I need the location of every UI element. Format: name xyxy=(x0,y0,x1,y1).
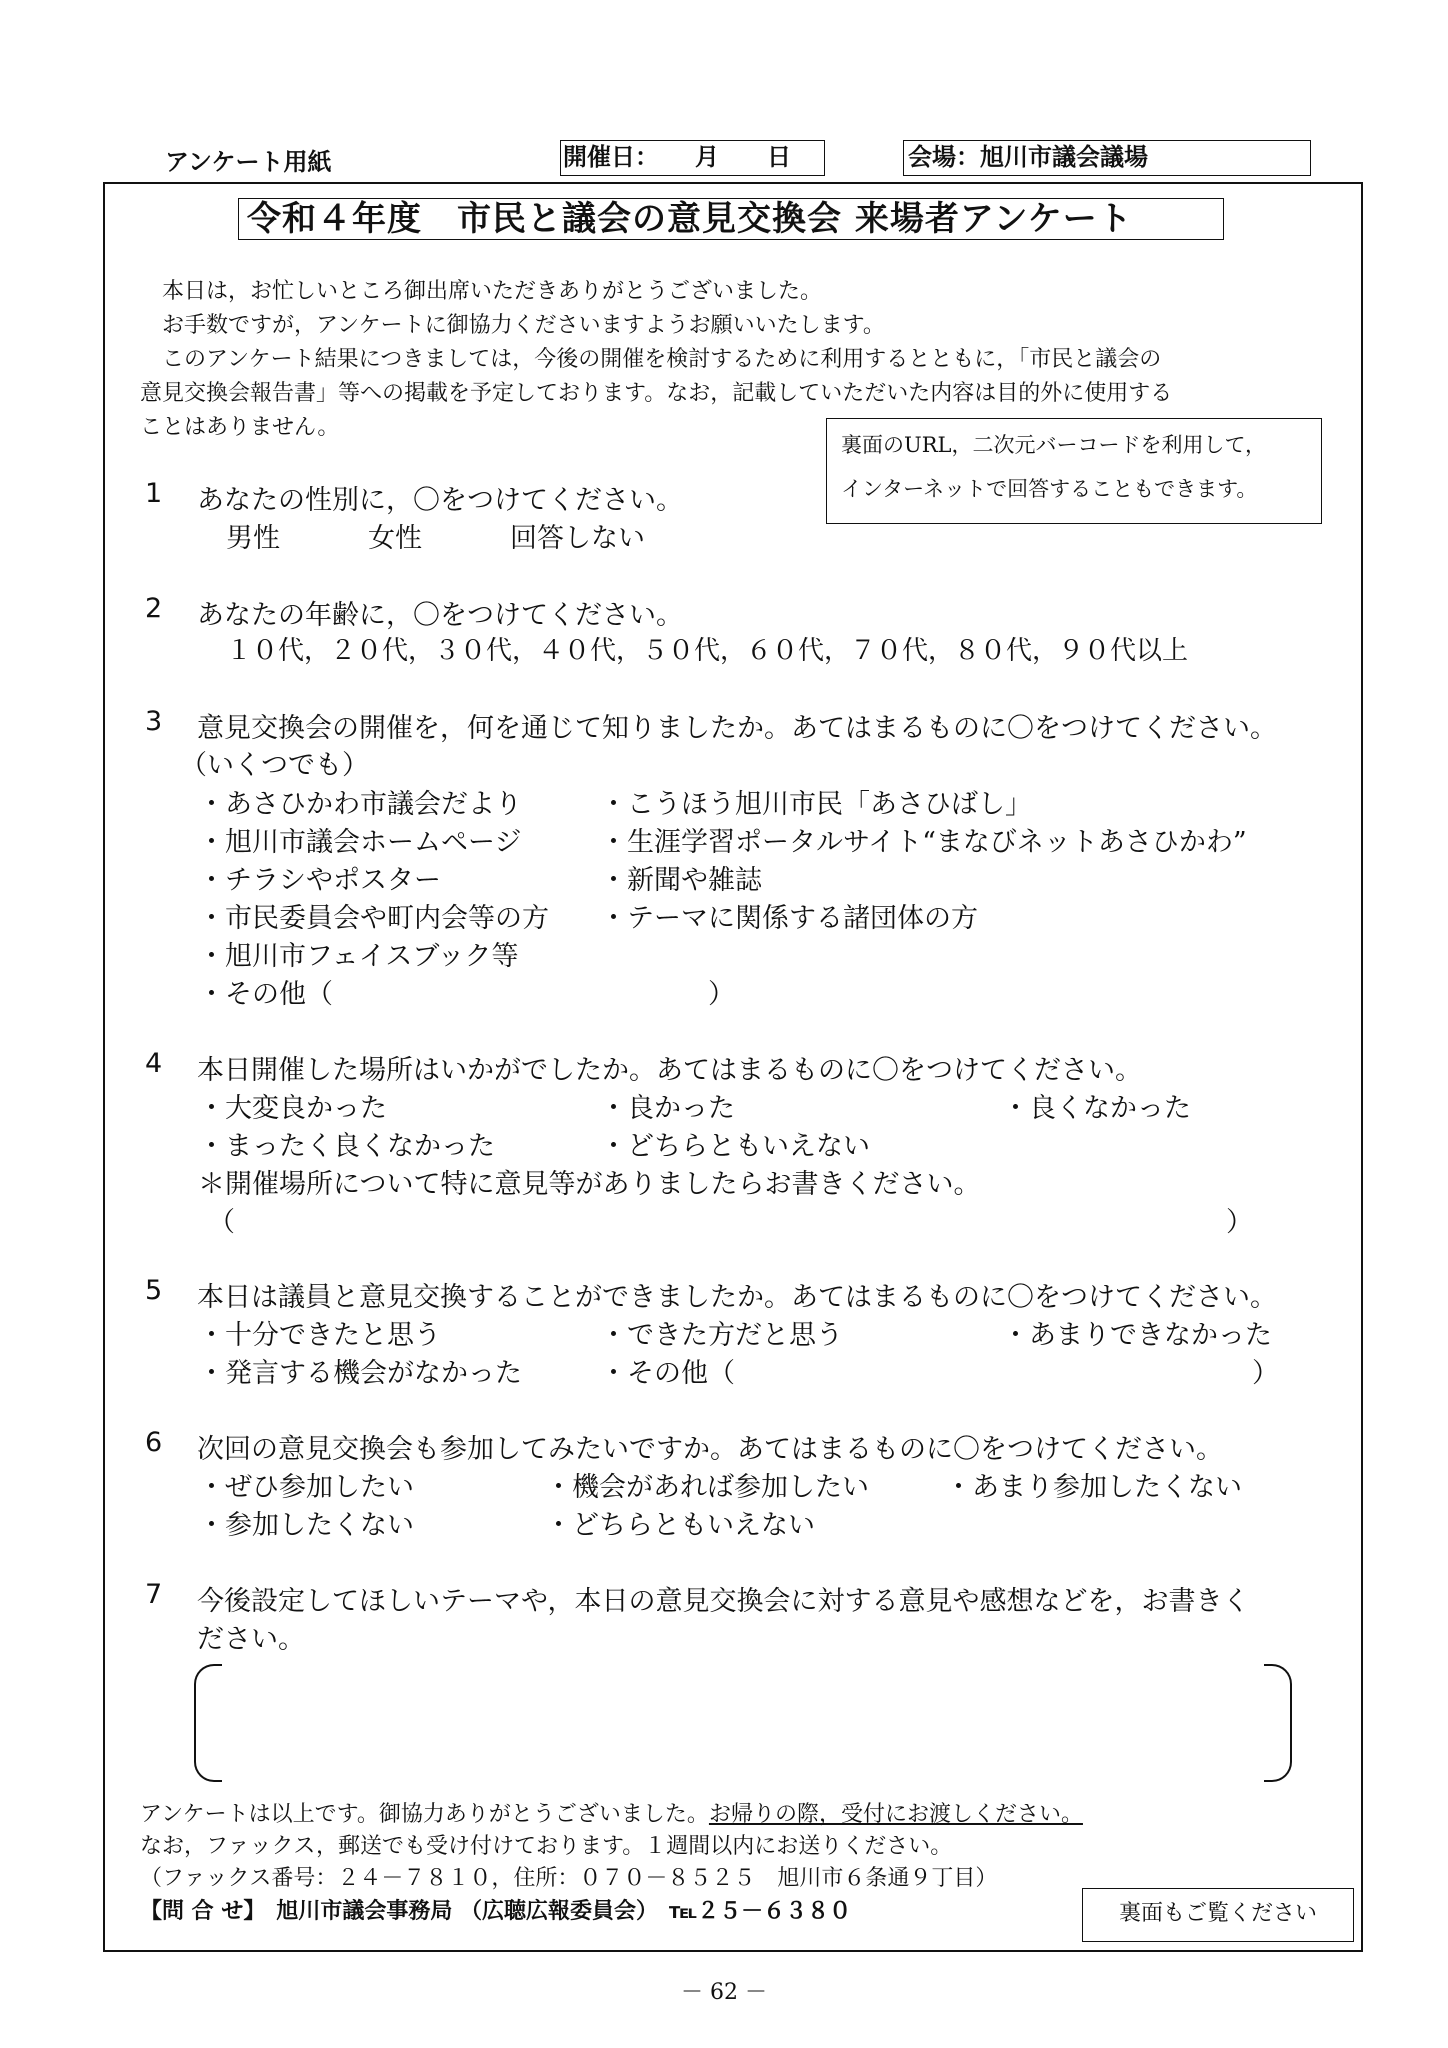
q3-option-flyer[interactable]: ・チラシやポスター xyxy=(198,865,441,896)
footer-line-3: （ファックス番号：２４－７８１０，住所：０７０－８５２５ 旭川市６条通９丁目） xyxy=(140,1866,998,1891)
q3-option-organizations[interactable]: ・テーマに関係する諸団体の方 xyxy=(600,903,978,934)
q3-option-asahibashi[interactable]: ・こうほう旭川市民「あさひばし」 xyxy=(600,789,1032,820)
q6-option-neither[interactable]: ・どちらともいえない xyxy=(545,1510,815,1541)
q1-number: 1 xyxy=(145,478,163,509)
q1-option-female[interactable]: 女性 xyxy=(368,523,422,554)
q6-option-definitely[interactable]: ・ぜひ参加したい xyxy=(198,1472,414,1503)
footer-thanks: アンケートは以上です。御協力ありがとうございました。 xyxy=(140,1802,709,1827)
online-note-line-1: 裏面のURL，二次元バーコードを利用して， xyxy=(841,433,1267,457)
q3-option-gikai-dayori[interactable]: ・あさひかわ市議会だより xyxy=(198,789,522,820)
form-label: アンケート用紙 xyxy=(165,148,332,176)
q3-option-other[interactable]: ・その他（ xyxy=(198,979,333,1010)
footer-contact: 【問 合 せ】 旭川市議会事務局 （広聴広報委員会） ℡２５－６３８０ xyxy=(140,1899,852,1924)
q6-number: 6 xyxy=(145,1427,163,1458)
q3-option-manabi-net[interactable]: ・生涯学習ポータルサイト“まなびネットあさひかわ” xyxy=(600,827,1247,858)
q5-option-fully[interactable]: ・十分できたと思う xyxy=(198,1320,441,1351)
q1-option-no-answer[interactable]: 回答しない xyxy=(510,523,645,554)
q7-bracket-right xyxy=(1264,1664,1292,1782)
q2-number: 2 xyxy=(145,593,163,624)
q4-comment-open: （ xyxy=(208,1207,235,1238)
q5-option-not-much[interactable]: ・あまりできなかった xyxy=(1002,1320,1272,1351)
q6-text: 次回の意見交換会も参加してみたいですか。あてはまるものに〇をつけてください。 xyxy=(197,1434,1223,1465)
footer-line-2: なお，ファックス，郵送でも受け付けております。１週間以内にお送りください。 xyxy=(140,1834,953,1859)
q5-option-no-chance[interactable]: ・発言する機会がなかった xyxy=(198,1358,522,1389)
q3-option-community[interactable]: ・市民委員会や町内会等の方 xyxy=(198,903,549,934)
q3-sub: （いくつでも） xyxy=(180,750,369,781)
q6-option-not-want[interactable]: ・参加したくない xyxy=(198,1510,414,1541)
footer-line-1 xyxy=(140,1797,1083,1828)
q5-other-close: ） xyxy=(1252,1358,1279,1389)
q7-bracket-left xyxy=(194,1664,222,1782)
q2-age-options[interactable]: １０代，２０代，３０代，４０代，５０代，６０代，７０代，８０代，９０代以上 xyxy=(226,636,1189,666)
back-page-note: 裏面もご覧ください xyxy=(1082,1888,1354,1942)
q3-text: 意見交換会の開催を，何を通じて知りましたか。あてはまるものに〇をつけてください。 xyxy=(197,713,1277,744)
intro-line-2: お手数ですが，アンケートに御協力くださいますようお願いいたします。 xyxy=(162,313,885,338)
q6-option-not-much[interactable]: ・あまり参加したくない xyxy=(945,1472,1242,1503)
q6-option-if-possible[interactable]: ・機会があれば参加したい xyxy=(545,1472,869,1503)
q5-text: 本日は議員と意見交換することができましたか。あてはまるものに〇をつけてください。 xyxy=(197,1282,1277,1313)
q3-option-facebook[interactable]: ・旭川市フェイスブック等 xyxy=(198,941,519,972)
q1-text: あなたの性別に，〇をつけてください。 xyxy=(197,485,683,516)
q5-option-mostly[interactable]: ・できた方だと思う xyxy=(600,1320,843,1351)
q7-number: 7 xyxy=(145,1579,163,1610)
q4-option-neither[interactable]: ・どちらともいえない xyxy=(600,1131,870,1162)
q4-option-not-good-at-all[interactable]: ・まったく良くなかった xyxy=(198,1131,495,1162)
q4-option-not-good[interactable]: ・良くなかった xyxy=(1002,1093,1191,1124)
online-answer-note xyxy=(826,418,1322,524)
intro-line-4: 意見交換会報告書」等への掲載を予定しております。なお，記載していただいた内容は目的外に使用する xyxy=(140,381,1173,406)
online-note-line-2: インターネットで回答することもできます。 xyxy=(841,477,1258,501)
q4-option-very-good[interactable]: ・大変良かった xyxy=(198,1093,387,1124)
page-number: － 62 － xyxy=(681,1980,767,2005)
q3-option-homepage[interactable]: ・旭川市議会ホームページ xyxy=(198,827,522,858)
q7-text-line-1: 今後設定してほしいテーマや，本日の意見交換会に対する意見や感想などを，お書きく xyxy=(197,1586,1250,1617)
q7-text-line-2: ださい。 xyxy=(197,1624,305,1655)
q7-comment-field[interactable] xyxy=(230,1668,1270,1778)
q4-number: 4 xyxy=(145,1048,163,1079)
q4-comment-close: ） xyxy=(1226,1207,1253,1238)
q3-option-newspaper[interactable]: ・新聞や雑誌 xyxy=(600,865,762,896)
q5-number: 5 xyxy=(145,1275,163,1306)
q3-other-close: ） xyxy=(708,979,735,1010)
intro-line-1: 本日は，お忙しいところ御出席いただきありがとうございました。 xyxy=(162,279,823,304)
date-field: 開催日： 月 日 xyxy=(560,140,825,176)
q1-option-male[interactable]: 男性 xyxy=(226,523,280,554)
q4-option-good[interactable]: ・良かった xyxy=(600,1093,735,1124)
q3-number: 3 xyxy=(145,706,163,737)
q2-text: あなたの年齢に，〇をつけてください。 xyxy=(197,600,683,631)
venue-field: 会場：旭川市議会議場 xyxy=(903,140,1311,176)
q4-text: 本日開催した場所はいかがでしたか。あてはまるものに〇をつけてください。 xyxy=(197,1055,1142,1086)
intro-line-5: ことはありません。 xyxy=(140,415,340,440)
intro-line-3: このアンケート結果につきましては，今後の開催を検討するために利用するとともに，「市民と議会の xyxy=(162,347,1162,372)
q4-note: ＊開催場所について特に意見等がありましたらお書きください。 xyxy=(198,1169,981,1200)
q4-comment-field[interactable] xyxy=(240,1198,1210,1234)
footer-return-instruction: お帰りの際，受付にお渡しください。 xyxy=(708,1802,1083,1827)
page-title: 令和４年度 市民と議会の意見交換会 来場者アンケート xyxy=(238,198,1224,240)
q5-option-other[interactable]: ・その他（ xyxy=(600,1358,735,1389)
